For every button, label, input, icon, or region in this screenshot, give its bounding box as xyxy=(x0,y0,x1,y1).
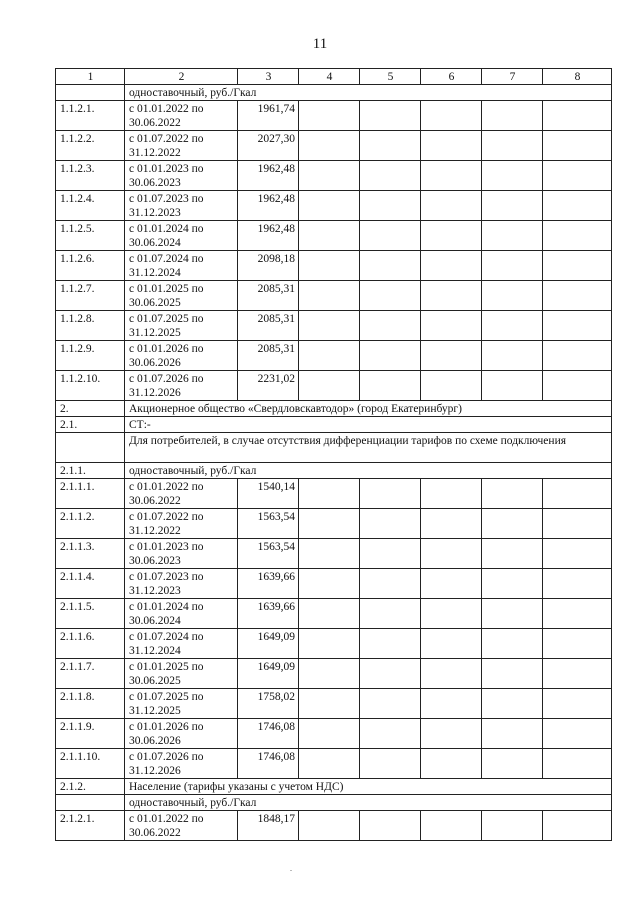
period-cell: с 01.01.2025 по 30.06.2025 xyxy=(125,281,238,311)
empty-cell xyxy=(299,161,360,191)
empty-cell xyxy=(543,131,612,161)
table-row xyxy=(56,191,612,221)
table-row xyxy=(56,509,612,539)
row-number: 2.1.2. xyxy=(56,779,125,795)
period-cell: с 01.07.2022 по 31.12.2022 xyxy=(125,509,238,539)
empty-cell xyxy=(360,131,421,161)
empty-cell xyxy=(543,479,612,509)
empty-cell xyxy=(360,161,421,191)
empty-cell xyxy=(299,569,360,599)
empty-cell xyxy=(421,539,482,569)
empty-cell xyxy=(482,539,543,569)
period-cell: с 01.07.2022 по 31.12.2022 xyxy=(125,131,238,161)
period-cell: с 01.01.2024 по 30.06.2024 xyxy=(125,599,238,629)
empty-cell xyxy=(421,479,482,509)
table-row xyxy=(56,811,612,841)
row-number: 2.1.1.9. xyxy=(56,719,125,749)
section-row xyxy=(56,795,612,811)
row-number: 2.1.1.7. xyxy=(56,659,125,689)
section-title: СТ:- xyxy=(125,417,612,433)
empty-cell xyxy=(360,629,421,659)
table-row xyxy=(56,281,612,311)
table-row xyxy=(56,689,612,719)
tariff-value: 1848,17 xyxy=(238,811,299,841)
empty-cell xyxy=(299,629,360,659)
period-cell: с 01.01.2026 по 30.06.2026 xyxy=(125,719,238,749)
tariff-value: 1962,48 xyxy=(238,161,299,191)
empty-cell xyxy=(299,509,360,539)
empty-cell xyxy=(543,281,612,311)
empty-cell xyxy=(360,221,421,251)
row-number: 2.1.1.2. xyxy=(56,509,125,539)
empty-cell xyxy=(299,131,360,161)
table-row xyxy=(56,719,612,749)
tariff-value: 2085,31 xyxy=(238,281,299,311)
empty-cell xyxy=(360,659,421,689)
empty-cell xyxy=(360,341,421,371)
section-row xyxy=(56,433,612,463)
table-row xyxy=(56,101,612,131)
empty-cell xyxy=(543,599,612,629)
empty-cell xyxy=(543,749,612,779)
row-number: 1.1.2.6. xyxy=(56,251,125,281)
tariff-value: 1649,09 xyxy=(238,629,299,659)
empty-cell xyxy=(482,811,543,841)
empty-cell xyxy=(543,811,612,841)
empty-cell xyxy=(299,311,360,341)
empty-cell xyxy=(421,569,482,599)
tariff-value: 1962,48 xyxy=(238,191,299,221)
table-row xyxy=(56,629,612,659)
tariff-value: 2085,31 xyxy=(238,311,299,341)
empty-cell xyxy=(421,811,482,841)
empty-cell xyxy=(482,749,543,779)
section-title: Акционерное общество «Свердловскавтодор» (город Екатеринбург) xyxy=(125,401,612,417)
row-number: 2.1.2.1. xyxy=(56,811,125,841)
empty-cell xyxy=(360,749,421,779)
table-row xyxy=(56,251,612,281)
empty-cell xyxy=(360,251,421,281)
empty-cell xyxy=(360,311,421,341)
row-number xyxy=(56,795,125,811)
period-cell: с 01.01.2022 по 30.06.2022 xyxy=(125,811,238,841)
empty-cell xyxy=(421,251,482,281)
row-number: 2.1.1.10. xyxy=(56,749,125,779)
table-row xyxy=(56,221,612,251)
empty-cell xyxy=(360,281,421,311)
empty-cell xyxy=(421,161,482,191)
empty-cell xyxy=(482,659,543,689)
table-row xyxy=(56,311,612,341)
empty-cell xyxy=(421,221,482,251)
empty-cell xyxy=(360,599,421,629)
empty-cell xyxy=(299,479,360,509)
table-row xyxy=(56,599,612,629)
column-header: 1 xyxy=(56,69,125,85)
table-row xyxy=(56,131,612,161)
tariff-value: 1639,66 xyxy=(238,599,299,629)
empty-cell xyxy=(360,539,421,569)
section-row xyxy=(56,401,612,417)
empty-cell xyxy=(299,281,360,311)
empty-cell xyxy=(421,281,482,311)
column-header-row xyxy=(56,69,612,85)
column-header: 7 xyxy=(482,69,543,85)
empty-cell xyxy=(543,569,612,599)
section-row xyxy=(56,779,612,795)
period-cell: с 01.01.2023 по 30.06.2023 xyxy=(125,161,238,191)
empty-cell xyxy=(360,371,421,401)
period-cell: с 01.07.2023 по 31.12.2023 xyxy=(125,191,238,221)
column-header: 5 xyxy=(360,69,421,85)
empty-cell xyxy=(543,659,612,689)
empty-cell xyxy=(360,479,421,509)
empty-cell xyxy=(421,191,482,221)
empty-cell xyxy=(299,341,360,371)
period-cell: с 01.07.2024 по 31.12.2024 xyxy=(125,629,238,659)
table-row xyxy=(56,371,612,401)
tariff-value: 1962,48 xyxy=(238,221,299,251)
empty-cell xyxy=(543,191,612,221)
tariff-value: 1746,08 xyxy=(238,719,299,749)
period-cell: с 01.01.2023 по 30.06.2023 xyxy=(125,539,238,569)
empty-cell xyxy=(482,311,543,341)
empty-cell xyxy=(482,161,543,191)
row-number: 2.1.1.3. xyxy=(56,539,125,569)
empty-cell xyxy=(543,719,612,749)
period-cell: с 01.07.2026 по 31.12.2026 xyxy=(125,749,238,779)
empty-cell xyxy=(482,251,543,281)
empty-cell xyxy=(421,659,482,689)
period-cell: с 01.07.2026 по 31.12.2026 xyxy=(125,371,238,401)
empty-cell xyxy=(543,311,612,341)
empty-cell xyxy=(299,371,360,401)
row-number: 1.1.2.9. xyxy=(56,341,125,371)
row-number xyxy=(56,85,125,101)
empty-cell xyxy=(299,539,360,569)
empty-cell xyxy=(482,221,543,251)
empty-cell xyxy=(421,719,482,749)
empty-cell xyxy=(299,749,360,779)
row-number: 1.1.2.8. xyxy=(56,311,125,341)
empty-cell xyxy=(482,689,543,719)
empty-cell xyxy=(299,659,360,689)
table-row xyxy=(56,161,612,191)
period-cell: с 01.01.2022 по 30.06.2022 xyxy=(125,101,238,131)
empty-cell xyxy=(543,101,612,131)
period-cell: с 01.07.2024 по 31.12.2024 xyxy=(125,251,238,281)
empty-cell xyxy=(421,371,482,401)
empty-cell xyxy=(543,371,612,401)
scan-speck xyxy=(290,870,292,871)
row-number: 2.1.1. xyxy=(56,463,125,479)
period-cell: с 01.01.2026 по 30.06.2026 xyxy=(125,341,238,371)
period-cell: с 01.07.2025 по 31.12.2025 xyxy=(125,311,238,341)
column-header: 3 xyxy=(238,69,299,85)
empty-cell xyxy=(482,569,543,599)
section-title: Население (тарифы указаны с учетом НДС) xyxy=(125,779,612,795)
row-number: 2.1.1.1. xyxy=(56,479,125,509)
table-row xyxy=(56,659,612,689)
empty-cell xyxy=(360,191,421,221)
empty-cell xyxy=(421,341,482,371)
empty-cell xyxy=(299,811,360,841)
empty-cell xyxy=(299,221,360,251)
empty-cell xyxy=(543,509,612,539)
row-number: 2.1.1.4. xyxy=(56,569,125,599)
row-number: 1.1.2.4. xyxy=(56,191,125,221)
row-number: 2.1.1.5. xyxy=(56,599,125,629)
empty-cell xyxy=(543,689,612,719)
section-title: одноставочный, руб./Гкал xyxy=(125,795,612,811)
tariff-value: 1649,09 xyxy=(238,659,299,689)
empty-cell xyxy=(360,811,421,841)
empty-cell xyxy=(482,371,543,401)
empty-cell xyxy=(421,131,482,161)
tariff-value: 1563,54 xyxy=(238,509,299,539)
empty-cell xyxy=(421,101,482,131)
page-number: 11 xyxy=(312,36,328,52)
section-row xyxy=(56,417,612,433)
tariff-value: 1961,74 xyxy=(238,101,299,131)
empty-cell xyxy=(299,689,360,719)
empty-cell xyxy=(299,101,360,131)
table-row xyxy=(56,341,612,371)
section-title: одноставочный, руб./Гкал xyxy=(125,85,612,101)
table-row xyxy=(56,569,612,599)
empty-cell xyxy=(543,161,612,191)
empty-cell xyxy=(482,131,543,161)
period-cell: с 01.01.2025 по 30.06.2025 xyxy=(125,659,238,689)
tariff-value: 2085,31 xyxy=(238,341,299,371)
row-number: 1.1.2.7. xyxy=(56,281,125,311)
empty-cell xyxy=(482,341,543,371)
tariff-value: 1540,14 xyxy=(238,479,299,509)
column-header: 4 xyxy=(299,69,360,85)
empty-cell xyxy=(482,509,543,539)
empty-cell xyxy=(482,629,543,659)
row-number: 1.1.2.3. xyxy=(56,161,125,191)
section-title: одноставочный, руб./Гкал xyxy=(125,463,612,479)
empty-cell xyxy=(299,251,360,281)
empty-cell xyxy=(543,539,612,569)
table-row xyxy=(56,539,612,569)
row-number: 2.1.1.8. xyxy=(56,689,125,719)
tariff-value: 1563,54 xyxy=(238,539,299,569)
empty-cell xyxy=(482,281,543,311)
period-cell: с 01.01.2022 по 30.06.2022 xyxy=(125,479,238,509)
empty-cell xyxy=(482,479,543,509)
tariff-table xyxy=(55,68,612,841)
empty-cell xyxy=(421,599,482,629)
tariff-value: 1639,66 xyxy=(238,569,299,599)
empty-cell xyxy=(543,251,612,281)
section-title: Для потребителей, в случае отсутствия дифференциации тарифов по схеме подключения xyxy=(125,433,612,463)
empty-cell xyxy=(421,689,482,719)
empty-cell xyxy=(299,719,360,749)
empty-cell xyxy=(482,101,543,131)
empty-cell xyxy=(360,509,421,539)
row-number xyxy=(56,433,125,463)
empty-cell xyxy=(482,719,543,749)
tariff-value: 1746,08 xyxy=(238,749,299,779)
period-cell: с 01.01.2024 по 30.06.2024 xyxy=(125,221,238,251)
row-number: 1.1.2.5. xyxy=(56,221,125,251)
tariff-value: 2231,02 xyxy=(238,371,299,401)
row-number: 1.1.2.1. xyxy=(56,101,125,131)
table-row xyxy=(56,749,612,779)
empty-cell xyxy=(421,509,482,539)
empty-cell xyxy=(360,689,421,719)
empty-cell xyxy=(421,629,482,659)
empty-cell xyxy=(360,101,421,131)
tariff-value: 1758,02 xyxy=(238,689,299,719)
period-cell: с 01.07.2025 по 31.12.2025 xyxy=(125,689,238,719)
row-number: 2.1.1.6. xyxy=(56,629,125,659)
column-header: 8 xyxy=(543,69,612,85)
row-number: 2. xyxy=(56,401,125,417)
empty-cell xyxy=(360,719,421,749)
empty-cell xyxy=(421,311,482,341)
empty-cell xyxy=(482,599,543,629)
empty-cell xyxy=(543,341,612,371)
row-number: 1.1.2.2. xyxy=(56,131,125,161)
row-number: 1.1.2.10. xyxy=(56,371,125,401)
column-header: 2 xyxy=(125,69,238,85)
empty-cell xyxy=(482,191,543,221)
tariff-value: 2098,18 xyxy=(238,251,299,281)
empty-cell xyxy=(360,569,421,599)
empty-cell xyxy=(299,191,360,221)
row-number: 2.1. xyxy=(56,417,125,433)
empty-cell xyxy=(299,599,360,629)
section-row xyxy=(56,85,612,101)
table-row xyxy=(56,479,612,509)
empty-cell xyxy=(421,749,482,779)
tariff-value: 2027,30 xyxy=(238,131,299,161)
empty-cell xyxy=(543,629,612,659)
period-cell: с 01.07.2023 по 31.12.2023 xyxy=(125,569,238,599)
section-row xyxy=(56,463,612,479)
column-header: 6 xyxy=(421,69,482,85)
empty-cell xyxy=(543,221,612,251)
